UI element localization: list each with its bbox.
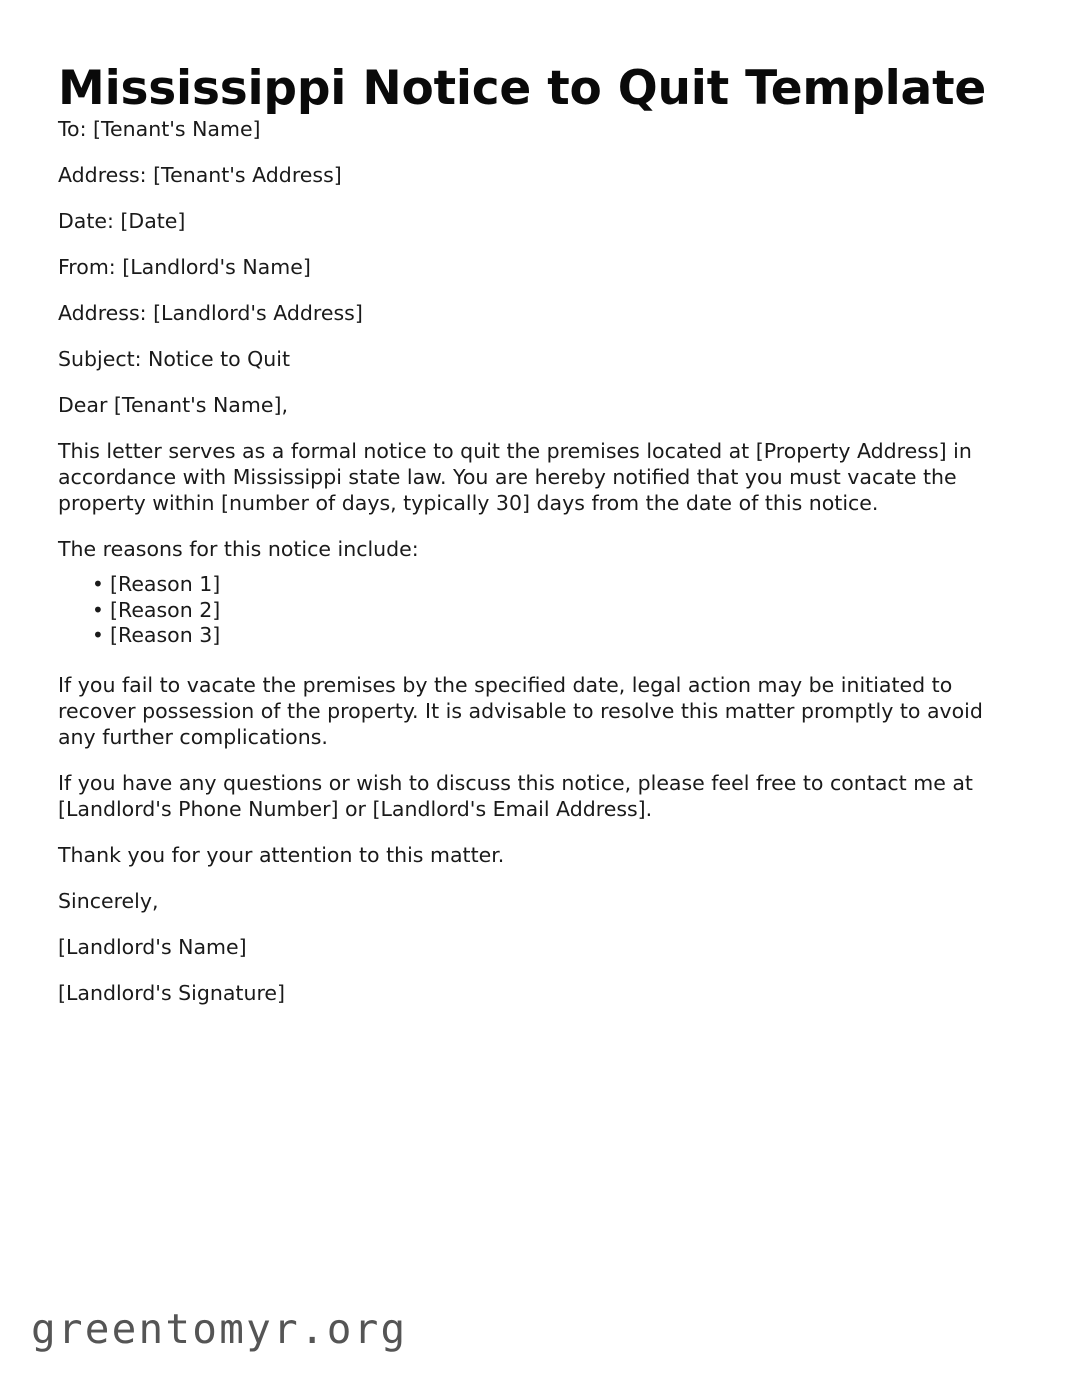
signer-name-line: [Landlord's Name] <box>58 934 247 959</box>
signature-line: [Landlord's Signature] <box>58 980 286 1005</box>
body-paragraph-notice: This letter serves as a formal notice to quit the premises located at [Property Address] in accordance with Mississippi state law. You are hereby notified that you must vacate the property within [number of days, typically 30] days from the date of this notice. <box>58 439 972 516</box>
recipient-address-line: Address: [Tenant's Address] <box>58 163 342 188</box>
reasons-intro-line: The reasons for this notice include: <box>58 537 419 562</box>
page-title: Mississippi Notice to Quit Template <box>58 61 987 116</box>
list-item: • [Reason 1] <box>58 572 1008 598</box>
thanks-line: Thank you for your attention to this matter. <box>58 842 505 867</box>
document-body <box>58 0 1008 1006</box>
list-item: • [Reason 2] <box>58 598 1008 624</box>
body-paragraph-legal-action: If you fail to vacate the premises by the specified date, legal action may be initiated to recover possession of the property. It is advisable to resolve this matter promptly to avoid any further complications. <box>58 672 983 749</box>
sender-address-line: Address: [Landlord's Address] <box>58 301 363 326</box>
subject-line: Subject: Notice to Quit <box>58 347 291 372</box>
site-watermark: greentomyr.org <box>31 1305 408 1353</box>
sender-name-line: From: [Landlord's Name] <box>58 255 311 280</box>
recipient-name-line: To: [Tenant's Name] <box>58 117 261 142</box>
date-line: Date: [Date] <box>58 209 186 234</box>
list-item: • [Reason 3] <box>58 623 1008 649</box>
body-paragraph-contact: If you have any questions or wish to discuss this notice, please feel free to contact me at [Landlord's Phone Number] or [Landlord's Email Address]. <box>58 770 973 821</box>
closing-line: Sincerely, <box>58 888 159 913</box>
reasons-list <box>58 562 1008 649</box>
salutation-line: Dear [Tenant's Name], <box>58 393 288 418</box>
